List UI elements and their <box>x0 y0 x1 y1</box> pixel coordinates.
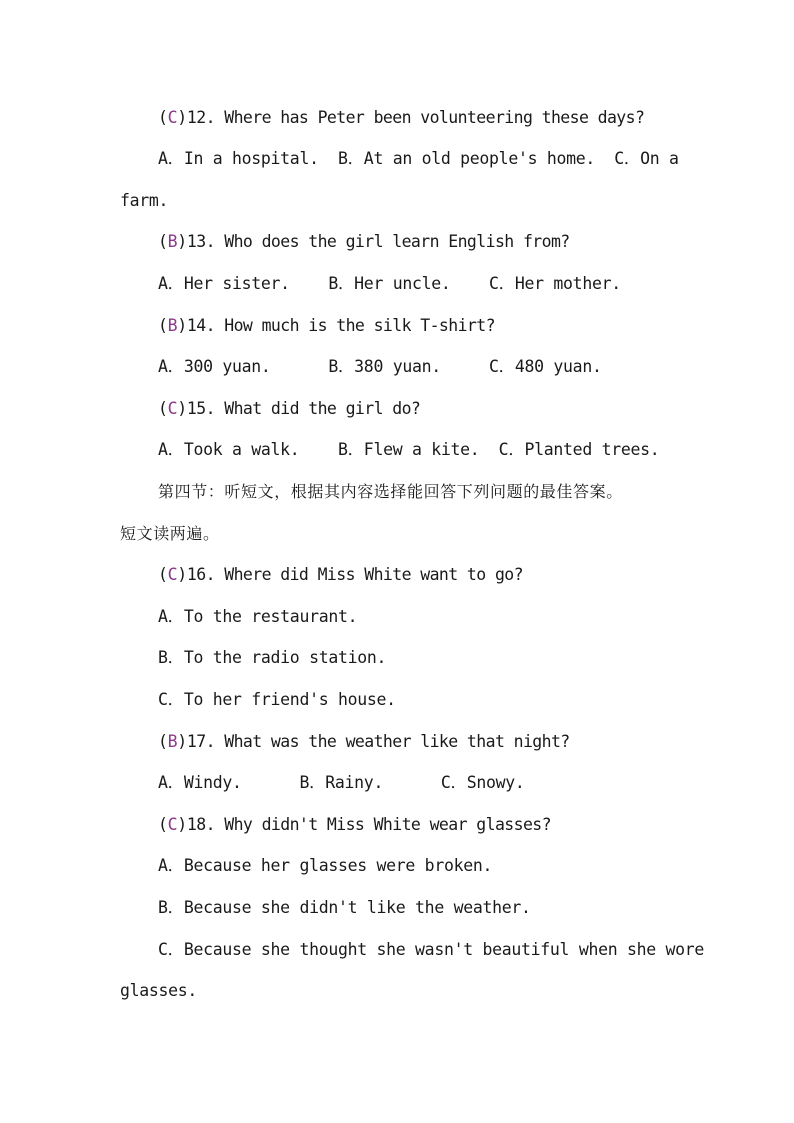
question-16 <box>158 565 523 585</box>
question-18-option-c: C．Because she thought she wasn't beautiful when she wore <box>158 940 705 959</box>
answer-14: B <box>167 316 178 335</box>
question-12-options: A．In a hospital. B．At an old people's home. C．On a <box>158 149 679 168</box>
answer-paren-open: ( <box>158 565 168 584</box>
question-18 <box>158 815 551 835</box>
question-16-option-c: C．To her friend's house. <box>158 690 396 709</box>
question-13-options: A．Her sister. B．Her uncle. C．Her mother. <box>158 274 621 293</box>
answer-paren-close: ) <box>177 399 187 418</box>
answer-12: C <box>167 108 178 127</box>
question-12-options-wrap: farm. <box>120 191 169 210</box>
question-16-option-b: B．To the radio station. <box>158 648 387 667</box>
answer-paren-open: ( <box>158 732 168 751</box>
question-18-text: 18. Why didn't Miss White wear glasses? <box>186 815 551 834</box>
question-16-option-a: A．To the restaurant. <box>158 607 358 626</box>
question-14 <box>158 316 495 336</box>
answer-15: C <box>167 399 178 418</box>
answer-paren-close: ) <box>177 232 187 251</box>
answer-paren-close: ) <box>177 316 187 335</box>
answer-paren-close: ) <box>177 108 187 127</box>
section-4-instruction: 第四节：听短文，根据其内容选择能回答下列问题的最佳答案。 <box>158 482 623 501</box>
answer-paren-close: ) <box>177 565 187 584</box>
question-15-text: 15. What did the girl do? <box>186 399 421 418</box>
answer-paren-open: ( <box>158 399 168 418</box>
question-12 <box>158 108 644 128</box>
answer-paren-open: ( <box>158 232 168 251</box>
answer-paren-open: ( <box>158 316 168 335</box>
question-12-text: 12. Where has Peter been volunteering these days? <box>186 108 645 127</box>
question-15-options: A．Took a walk. B．Flew a kite. C．Planted trees. <box>158 440 660 459</box>
answer-paren-open: ( <box>158 815 168 834</box>
question-17 <box>158 732 570 752</box>
question-17-options: A．Windy. B．Rainy. C．Snowy. <box>158 773 525 792</box>
section-4-instruction-wrap: 短文读两遍。 <box>120 524 220 543</box>
answer-17: B <box>167 732 178 751</box>
answer-paren-close: ) <box>177 815 187 834</box>
question-14-text: 14. How much is the silk T-shirt? <box>186 316 495 335</box>
question-18-option-b: B．Because she didn't like the weather. <box>158 898 531 917</box>
answer-paren-close: ) <box>177 732 187 751</box>
answer-16: C <box>167 565 178 584</box>
question-13-text: 13. Who does the girl learn English from? <box>186 232 570 251</box>
question-14-options: A．300 yuan. B．380 yuan. C．480 yuan. <box>158 357 602 376</box>
question-18-option-c-wrap: glasses. <box>120 981 198 1000</box>
question-13 <box>158 232 570 252</box>
question-17-text: 17. What was the weather like that night? <box>186 732 570 751</box>
question-16-text: 16. Where did Miss White want to go? <box>186 565 523 584</box>
answer-paren-open: ( <box>158 108 168 127</box>
answer-13: B <box>167 232 178 251</box>
question-15 <box>158 399 420 419</box>
question-18-option-a: A．Because her glasses were broken. <box>158 856 493 875</box>
answer-18: C <box>167 815 178 834</box>
